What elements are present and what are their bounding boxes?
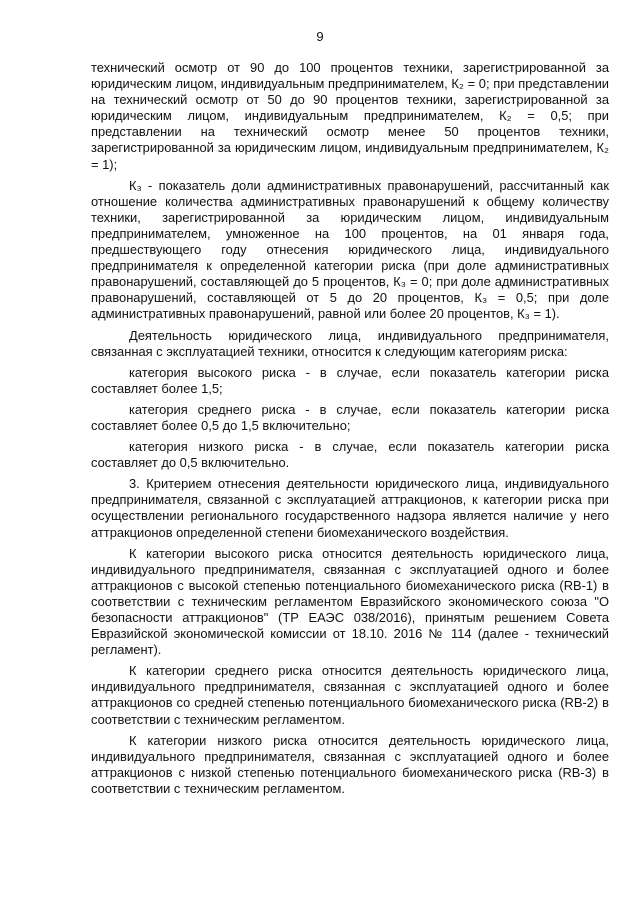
document-body bbox=[91, 60, 609, 802]
paragraph-medium-risk: категория среднего риска - в случае, если показатель категории риска составляет более 0,5 до 1,5 включительно; bbox=[91, 401, 609, 433]
paragraph-k2-continuation: технический осмотр от 90 до 100 процентов техники, зарегистрированной за юридическим лицом, индивидуальным предпринимателем, К₂ = 0; при представлении на технический осмотр от 50 до 90 процентов техники, зарегистрированной за юридическим лицом, индивидуальным предпринимателем, К₂ = 0,5; при представлении на технический осмотр менее 50 процентов техники, зарегистрированной за юридическим лицом, индивидуальным предпринимателем, К₂ = 1); bbox=[91, 60, 609, 172]
paragraph-low-risk: категория низкого риска - в случае, если показатель категории риска составляет до 0,5 включительно. bbox=[91, 439, 609, 471]
page-number: 9 bbox=[316, 29, 324, 44]
paragraph-attractions-high-risk: К категории высокого риска относится деятельность юридического лица, индивидуального предпринимателя, связанная с эксплуатацией одного и более аттракционов с высокой степенью потенциального биомеханического риска (RB-1) в соответствии с техническим регламентом Евразийского экономического союза "О безопасности аттракционов" (ТР ЕАЭС 038/2016), принятым решением Совета Евразийской экономической комиссии от 18.10. 2016 № 114 (далее - технический регламент). bbox=[91, 545, 609, 658]
paragraph-high-risk: категория высокого риска - в случае, если показатель категории риска составляет более 1,5; bbox=[91, 364, 609, 396]
paragraph-risk-categories-intro: Деятельность юридического лица, индивидуального предпринимателя, связанная с эксплуатацией техники, относится к следующим категориям риска: bbox=[91, 327, 609, 359]
paragraph-attractions-low-risk: К категории низкого риска относится деятельность юридического лица, индивидуального предпринимателя, связанная с эксплуатацией одного и более аттракционов с низкой степенью потенциального биомеханического риска (RB-3) в соответствии с техническим регламентом. bbox=[91, 732, 609, 796]
paragraph-attractions-medium-risk: К категории среднего риска относится деятельность юридического лица, индивидуального предпринимателя, связанная с эксплуатацией одного и более аттракционов со средней степенью потенциального биомеханического риска (RB-2) в соответствии с техническим регламентом. bbox=[91, 663, 609, 727]
paragraph-k3-definition: К₃ - показатель доли административных правонарушений, рассчитанный как отношение количества административных правонарушений к общему количеству техники, зарегистрированной за юридическим лицом, индивидуальным предпринимателем, умноженное на 100 процентов, на 01 января года, предшествующего году отнесения юридического лица, индивидуального предпринимателя к определенной категории риска (при доле административных правонарушений, составляющей до 5 процентов, К₃ = 0; при доле административных правонарушений, составляющей от 5 до 20 процентов, К₃ = 0,5; при доле административных правонарушений, равной или более 20 процентов, К₃ = 1). bbox=[91, 177, 609, 322]
paragraph-criterion-3: 3. Критерием отнесения деятельности юридического лица, индивидуального предпринимателя, связанной с эксплуатацией аттракционов, к категории риска при осуществлении регионального государственного надзора является наличие у него аттракционов определенной степени биомеханического воздействия. bbox=[91, 476, 609, 540]
